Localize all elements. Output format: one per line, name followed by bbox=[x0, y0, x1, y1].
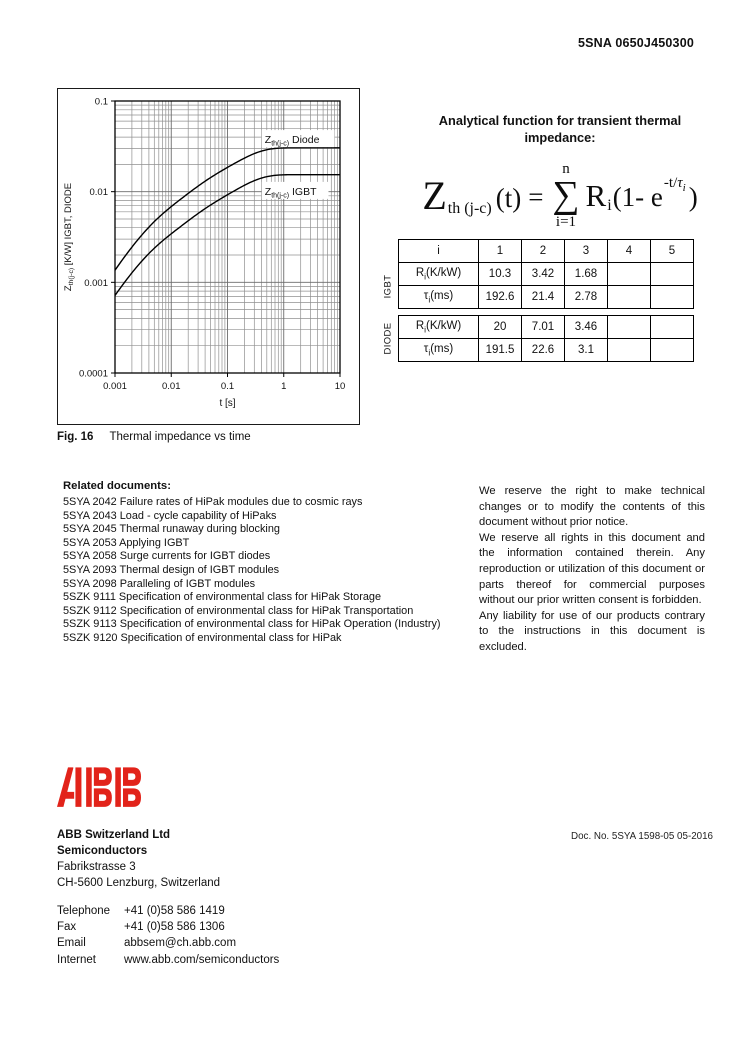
contact-info bbox=[57, 903, 279, 968]
related-document-item: 5SZK 9113 Specification of environmental class for HiPak Operation (Industry) bbox=[63, 618, 441, 631]
value-cell: 7.01 bbox=[522, 316, 565, 339]
formula-z: Z bbox=[422, 173, 447, 218]
value-cell: 3.42 bbox=[522, 263, 565, 286]
formula-r-subscript: i bbox=[607, 197, 612, 214]
related-document-item: 5SYA 2098 Paralleling of IGBT modules bbox=[63, 577, 256, 590]
related-documents-heading: Related documents: bbox=[63, 480, 171, 492]
address-city: CH-5600 Lenzburg, Switzerland bbox=[57, 877, 221, 889]
contact-value-fax: +41 (0)58 586 1306 bbox=[124, 921, 225, 934]
related-document-item: 5SYA 2093 Thermal design of IGBT modules bbox=[63, 563, 280, 576]
header-cell: 1 bbox=[479, 240, 522, 263]
tau-subscript: i bbox=[682, 181, 686, 194]
igbt-parameters-table bbox=[382, 239, 694, 309]
formula-z-subscript: th (j-c) bbox=[447, 200, 492, 217]
value-cell bbox=[608, 316, 651, 339]
value-cell: 3.46 bbox=[565, 316, 608, 339]
y-tick-label: 0.001 bbox=[84, 277, 108, 289]
related-document-item: 5SYA 2042 Failure rates of HiPak modules due to cosmic rays bbox=[63, 496, 363, 508]
y-tick-label: 0.0001 bbox=[78, 368, 108, 380]
value-cell bbox=[651, 263, 694, 286]
table-header-row bbox=[399, 240, 694, 263]
contact-row bbox=[57, 952, 279, 968]
contact-label: Internet bbox=[57, 953, 96, 966]
related-document-item: 5SZK 9120 Specification of environmental class for HiPak bbox=[63, 631, 342, 644]
legal-paragraph: Any liability for use of our products contrary to the instructions in this document is excluded. bbox=[479, 609, 705, 653]
analytical-function-title bbox=[393, 112, 727, 147]
contact-label: Fax bbox=[57, 921, 77, 934]
legal-notice bbox=[479, 484, 705, 656]
contact-row bbox=[57, 935, 279, 951]
curve-label: $Z_{th(j-c)}$ Diode bbox=[264, 134, 320, 148]
y-axis-title: $Z_{th(j-c)}$ [K/W] IGBT, DIODE bbox=[63, 182, 75, 292]
diode-side-label: DIODE bbox=[382, 322, 394, 355]
abb-logo-letters bbox=[57, 767, 141, 806]
y-tick-label: 0.01 bbox=[89, 187, 108, 199]
row-label: $\tau_i(ms)$ bbox=[399, 286, 479, 309]
igbt-side-label: IGBT bbox=[382, 274, 394, 298]
contact-row bbox=[57, 903, 279, 919]
igbt-tau-row bbox=[399, 286, 694, 309]
summation-upper-limit: n bbox=[562, 161, 570, 178]
value-cell: 10.3 bbox=[479, 263, 522, 286]
footer-doc-number: Doc. No. 5SYA 1598-05 05-2016 bbox=[571, 831, 713, 842]
y-tick-label: 0.1 bbox=[94, 96, 108, 108]
abb-logo bbox=[57, 764, 141, 812]
legal-paragraph: We reserve all rights in this document and the information contained therein. Any reproduction or utilization of this document or parts thereof for commercial purposes without our prior written consent is forbidden. bbox=[479, 531, 705, 607]
formula-exponent bbox=[664, 175, 686, 194]
header-cell: 2 bbox=[522, 240, 565, 263]
header-cell: i bbox=[399, 240, 479, 263]
diode-parameters-table bbox=[382, 315, 694, 362]
value-cell bbox=[651, 316, 694, 339]
analytical-title-line1: Analytical function for transient thermal bbox=[438, 113, 682, 128]
row-label: $\tau_i(ms)$ bbox=[399, 339, 479, 362]
diode-tau-row bbox=[399, 339, 694, 362]
exponent-prefix: -t/ bbox=[663, 174, 678, 191]
value-cell bbox=[608, 286, 651, 309]
related-document-item: 5SYA 2043 Load - cycle capability of HiPaks bbox=[63, 509, 277, 522]
value-cell: 20 bbox=[479, 316, 522, 339]
contact-value-website: www.abb.com/semiconductors bbox=[124, 953, 280, 966]
value-cell: 192.6 bbox=[479, 286, 522, 309]
formula-r: R bbox=[585, 177, 607, 213]
address-street: Fabrikstrasse 3 bbox=[57, 861, 136, 873]
related-document-item: 5SZK 9112 Specification of environmental class for HiPak Transportation bbox=[63, 604, 414, 617]
formula-open-paren: (1- e bbox=[612, 181, 663, 212]
header-cell: 3 bbox=[565, 240, 608, 263]
value-cell: 3.1 bbox=[565, 339, 608, 362]
formula-argument: (t) bbox=[495, 182, 522, 213]
header-cell: 5 bbox=[651, 240, 694, 263]
analytical-title-line2: impedance: bbox=[524, 130, 596, 146]
legal-paragraph: We reserve the right to make technical changes or to modify the contents of this document without prior notice. bbox=[479, 485, 705, 529]
related-document-item: 5SZK 9111 Specification of environmental class for HiPak Storage bbox=[63, 591, 382, 604]
curve-label: $Z_{th(j-c)}$ IGBT bbox=[264, 185, 317, 200]
value-cell bbox=[651, 286, 694, 309]
formula-summation bbox=[552, 162, 579, 229]
diode-r-row bbox=[399, 316, 694, 339]
x-tick-label: 0.1 bbox=[220, 381, 235, 392]
tau-symbol: τ bbox=[677, 174, 683, 191]
figure-caption-text: Thermal impedance vs time bbox=[109, 431, 251, 443]
figure-caption bbox=[57, 431, 251, 443]
division-name: Semiconductors bbox=[57, 845, 148, 857]
igbt-r-row bbox=[399, 263, 694, 286]
figure-label: Fig. 16 bbox=[57, 431, 94, 443]
row-label: $R_i(K/kW)$ bbox=[399, 263, 479, 286]
contact-row bbox=[57, 919, 279, 935]
value-cell: 2.78 bbox=[565, 286, 608, 309]
value-cell: 21.4 bbox=[522, 286, 565, 309]
document-number: 5SNA 0650J450300 bbox=[577, 36, 694, 50]
thermal-impedance-chart bbox=[58, 89, 359, 424]
related-document-item: 5SYA 2058 Surge currents for IGBT diodes bbox=[63, 550, 271, 563]
header-cell: 4 bbox=[608, 240, 651, 263]
value-cell: 22.6 bbox=[522, 339, 565, 362]
x-tick-label: 0.001 bbox=[103, 381, 127, 392]
value-cell bbox=[608, 263, 651, 286]
value-cell bbox=[651, 339, 694, 362]
x-tick-label: 1 bbox=[281, 381, 287, 392]
summation-lower-limit: i=1 bbox=[555, 213, 577, 230]
related-document-item: 5SYA 2053 Applying IGBT bbox=[63, 536, 190, 549]
contact-value-phone: +41 (0)58 586 1419 bbox=[124, 905, 225, 917]
formula-close-paren: ) bbox=[688, 181, 698, 212]
value-cell: 191.5 bbox=[479, 339, 522, 362]
contact-label: Telephone bbox=[57, 905, 111, 917]
value-cell: 1.68 bbox=[565, 263, 608, 286]
contact-label: Email bbox=[57, 937, 86, 950]
thermal-impedance-figure bbox=[57, 88, 360, 425]
formula-equals: = bbox=[528, 181, 544, 212]
company-address-block bbox=[57, 827, 220, 891]
transient-thermal-impedance-formula bbox=[393, 152, 727, 240]
x-tick-label: 0.01 bbox=[162, 381, 181, 392]
x-tick-label: 10 bbox=[334, 381, 346, 392]
row-label: $R_i(K/kW)$ bbox=[399, 316, 479, 339]
contact-value-email: abbsem@ch.abb.com bbox=[124, 937, 237, 950]
sigma-symbol: ∑ bbox=[552, 174, 580, 217]
x-axis-title: t [s] bbox=[219, 398, 236, 409]
related-documents-section bbox=[63, 480, 473, 646]
value-cell bbox=[608, 339, 651, 362]
related-document-item: 5SYA 2045 Thermal runaway during blocking bbox=[63, 523, 280, 536]
company-name: ABB Switzerland Ltd bbox=[57, 829, 171, 841]
